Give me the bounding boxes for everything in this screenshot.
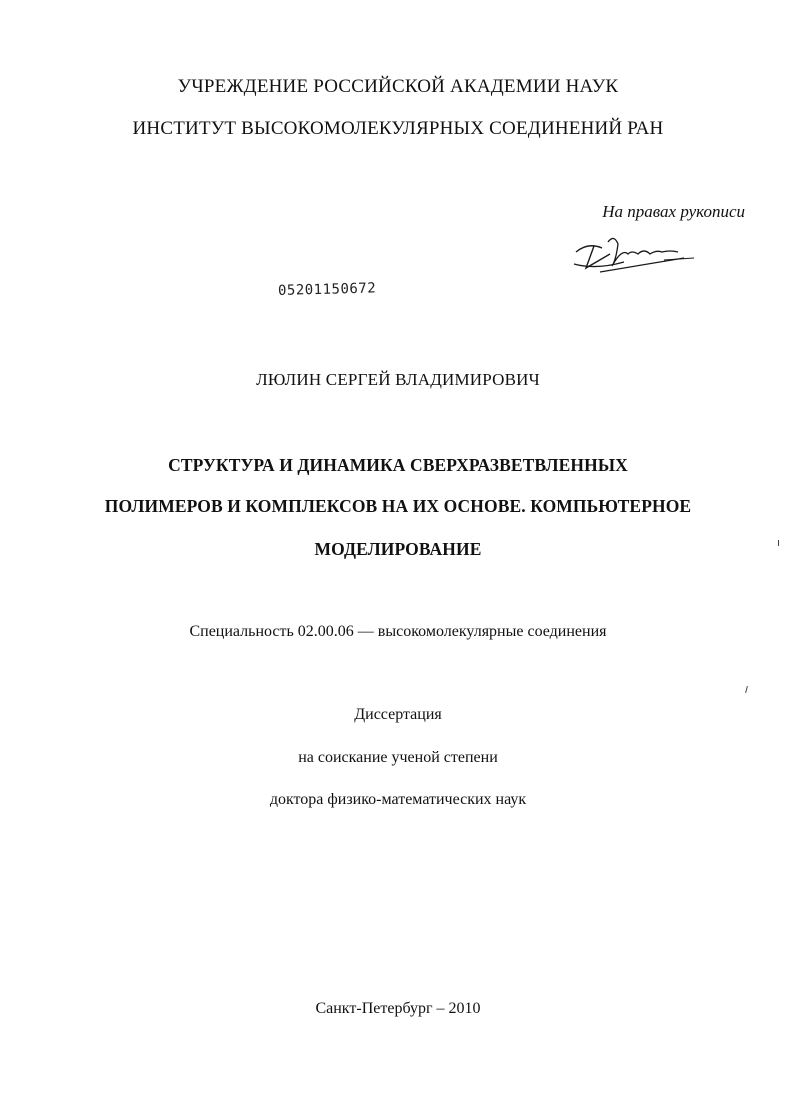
author-signature bbox=[566, 232, 701, 284]
signature-stroke bbox=[608, 238, 678, 266]
organization-name: УЧРЕЖДЕНИЕ РОССИЙСКОЙ АКАДЕМИИ НАУК bbox=[177, 76, 619, 97]
dissertation-title-line-1: СТРУКТУРА И ДИНАМИКА СВЕРХРАЗВЕТВЛЕННЫХ bbox=[168, 455, 628, 475]
author-name: ЛЮЛИН СЕРГЕЙ ВЛАДИМИРОВИЧ bbox=[256, 370, 540, 389]
signature-stroke bbox=[574, 262, 624, 267]
dissertation-title-line-3: МОДЕЛИРОВАНИЕ bbox=[314, 539, 482, 559]
scan-speck bbox=[778, 540, 779, 546]
dissertation-title-line-2: ПОЛИМЕРОВ И КОМПЛЕКСОВ НА ИХ ОСНОВЕ. КОМПЬЮТЕРНОЕ bbox=[104, 496, 692, 516]
signature-stroke bbox=[576, 246, 602, 252]
dissertation-type: Диссертация bbox=[354, 706, 442, 723]
institute-name: ИНСТИТУТ ВЫСОКОМОЛЕКУЛЯРНЫХ СОЕДИНЕНИЙ РАН bbox=[132, 118, 664, 139]
scan-speck bbox=[745, 686, 748, 693]
dissertation-purpose: на соискание ученой степени bbox=[298, 749, 498, 766]
specialty-line: Специальность 02.00.06 — высокомолекулярные соединения bbox=[189, 623, 607, 640]
place-and-year: Санкт-Петербург – 2010 bbox=[315, 1000, 481, 1017]
manuscript-rights-note: На правах рукописи bbox=[602, 202, 745, 221]
registration-number: 05201150672 bbox=[277, 280, 377, 299]
signature-stroke bbox=[586, 246, 610, 268]
dissertation-degree: доктора физико-математических наук bbox=[269, 791, 527, 808]
